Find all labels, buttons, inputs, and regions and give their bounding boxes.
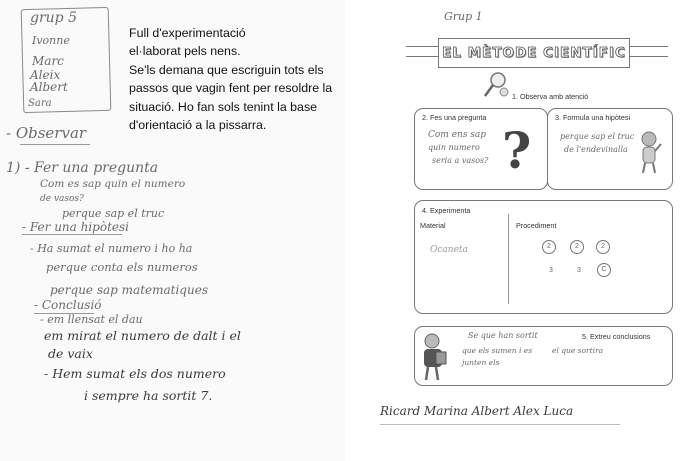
right-worksheet-page <box>350 0 699 461</box>
observe-heading: - Observar <box>6 124 87 142</box>
banner-rule-right <box>628 56 668 57</box>
procedure-number: 2 <box>570 240 584 254</box>
procedure-number: 3 <box>577 267 581 274</box>
experiment-divider <box>508 214 509 304</box>
caption-line: el·laborat pels nens. <box>129 44 241 59</box>
question-mark-icon: ? <box>502 121 532 180</box>
note-line: - Ha sumat el numero i ho ha <box>30 242 193 255</box>
left-worksheet-page <box>0 0 345 461</box>
question-handwriting: Com ens sap <box>428 130 487 140</box>
conclusion-handwriting: el que sortira <box>552 346 604 355</box>
procedure-number: 2 <box>596 240 610 254</box>
step-conclusions-label: 5. Extreu conclusions <box>582 332 651 341</box>
scientist-figure-icon <box>418 332 450 382</box>
title-banner <box>438 38 630 68</box>
step-question-label: 2. Fes una pregunta <box>422 113 487 122</box>
caption-line: Full d'experimentació <box>129 26 246 40</box>
conclusion-handwriting: Se que han sortit <box>468 331 538 340</box>
group-label: Grup 1 <box>444 10 483 23</box>
procedure-number: 3 <box>549 267 553 274</box>
material-label: Material <box>420 221 446 230</box>
signature-line <box>380 424 620 425</box>
note-line: Com es sap quin el numero <box>40 178 186 190</box>
step-hypothesis-label: 3. Formula una hipòtesi <box>555 113 631 122</box>
conclusion-handwriting: junten els <box>462 358 500 367</box>
note-line: perque sap el truc <box>62 207 165 220</box>
magnifier-icon <box>480 70 512 100</box>
step-observe-label: 1. Observa amb atenció <box>512 92 589 101</box>
note-line: - Conclusió <box>34 298 102 312</box>
note-line: de vasos? <box>40 194 84 204</box>
banner-rule-right <box>628 46 668 47</box>
note-line: em mirat el numero de dalt i el <box>44 328 241 343</box>
caption-text <box>129 24 344 134</box>
procedure-label: Procediment <box>516 221 557 230</box>
title: EL MÈTODE CIENTÍFIC <box>442 45 626 61</box>
hypothesis-handwriting: de l'endevinalla <box>564 145 628 154</box>
banner-rule-left <box>406 46 438 47</box>
material-handwriting: Ocaneta <box>430 245 468 255</box>
note-line: perque sap matematiques <box>50 283 208 297</box>
student-name: Albert <box>30 80 68 94</box>
student-name: Ivonne <box>32 34 70 47</box>
conclusion-handwriting: que els sumen i es <box>462 346 533 355</box>
student-name: Marc <box>32 54 64 68</box>
underline <box>20 144 90 145</box>
caption-line: d'orientació a la pissarra. <box>129 118 267 133</box>
note-line: de vaix <box>48 346 93 361</box>
group-number: grup 5 <box>30 10 77 26</box>
caption-line: Se'ls demana que escriguin tots els <box>129 62 324 77</box>
note-line: - em llensat el dau <box>40 313 143 326</box>
note-line: - Fer una hipòtesi <box>22 220 130 234</box>
banner-rule-left <box>406 56 438 57</box>
student-name: Sara <box>28 98 52 109</box>
thinking-figure-icon <box>634 130 664 174</box>
note-line: perque conta els numeros <box>46 260 198 274</box>
note-line: 1) - Fer una pregunta <box>6 160 159 176</box>
caption-line: situació. Ho fan sols tenint la base <box>129 99 318 114</box>
question-handwriting: quin numero <box>428 143 480 152</box>
student-name: Aleix <box>30 68 61 82</box>
procedure-number: 2 <box>542 240 556 254</box>
note-line: i sempre ha sortit 7. <box>84 388 213 403</box>
student-signatures: Ricard Marina Albert Alex Luca <box>380 404 574 418</box>
hypothesis-handwriting: perque sap el truc <box>560 132 635 141</box>
underline <box>22 234 122 235</box>
question-handwriting: seria a vasos? <box>432 156 489 165</box>
note-line: - Hem sumat els dos numero <box>44 366 226 381</box>
procedure-number: C <box>597 263 611 277</box>
caption-line: passos que vagin fent per resoldre la <box>129 81 333 96</box>
experiment-box <box>414 200 673 314</box>
step-experiment-label: 4. Experimenta <box>422 206 471 215</box>
